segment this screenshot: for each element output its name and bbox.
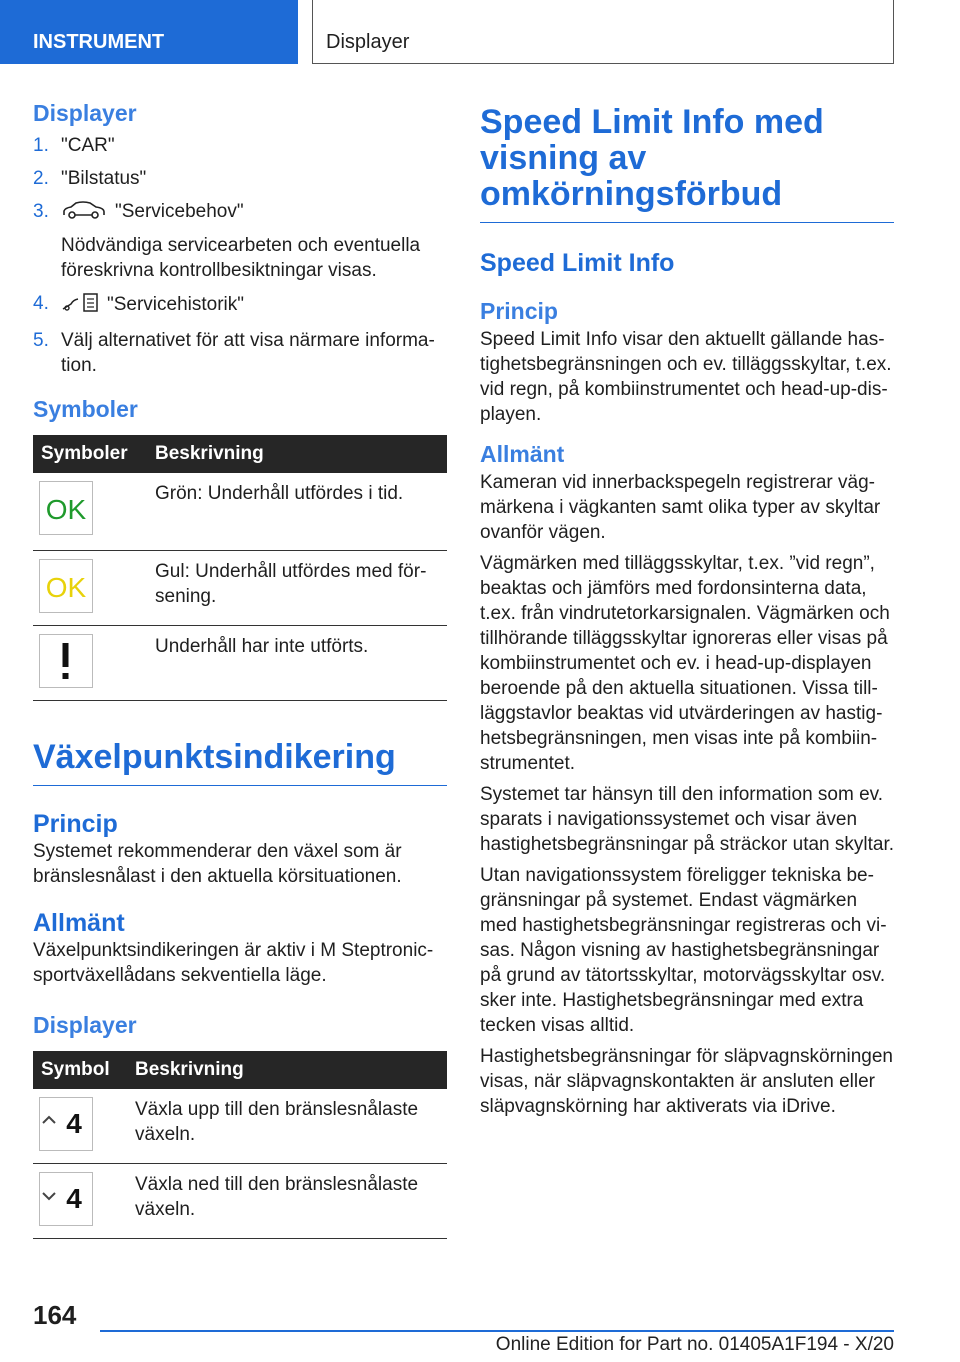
table-header-row bbox=[33, 435, 447, 473]
table-cell: Gul: Underhåll utfördes med för-sening. bbox=[147, 550, 447, 625]
sli-title: Speed Limit Info med visning av omkörningsförbud bbox=[480, 104, 894, 223]
table-row bbox=[33, 550, 447, 625]
column-header: Beskrivning bbox=[147, 435, 447, 473]
column-header: Beskrivning bbox=[127, 1051, 447, 1089]
list-item bbox=[33, 133, 447, 158]
steps-list bbox=[33, 133, 447, 378]
step-text: "Servicebehov" bbox=[115, 201, 244, 222]
right-princip-text: Speed Limit Info visar den aktuellt gällande has-tighetsbegränsningen och ev. tilläggsskyltar, t.ex. vid regn, på kombiinstrumentet och head-up-dis-playen. bbox=[480, 329, 892, 425]
vaxelpunkt-heading: Växelpunktsindikering bbox=[33, 739, 447, 786]
ok-yellow-icon bbox=[39, 559, 93, 613]
table-row bbox=[33, 473, 447, 550]
paragraph: Vägmärken med tilläggsskyltar, t.ex. ”vid regn”, beaktas och jämförs med fordonsinterna data, t.ex. från vindrutetorkarsignalen. Vägmärken och tillhörande tilläggsskyltar ignoreras eller visas på kombiinstrumentet och ev. i head-up-displayen beroende på den aktuella situationen. Vissa till-läggstavlor beaktas vid utvärderingen av hastig-hetsbegränsningen, men visas inte på kombiin-strumentet. bbox=[480, 553, 890, 774]
step-text: "CAR" bbox=[61, 135, 115, 156]
gear-up-icon bbox=[39, 1097, 93, 1151]
table-cell: Växla upp till den bränslesnålaste växeln. bbox=[127, 1089, 447, 1164]
displayer-heading: Displayer bbox=[33, 100, 137, 126]
table-row bbox=[33, 625, 447, 700]
step-text: "Bilstatus" bbox=[61, 168, 147, 189]
list-item bbox=[33, 166, 447, 191]
gear-down-icon bbox=[39, 1172, 93, 1226]
ok-green-icon bbox=[39, 481, 93, 535]
step-subtext: Nödvändiga servicearbeten och eventuella föreskrivna kontrollbesiktningar visas. bbox=[61, 235, 421, 281]
right-column bbox=[480, 104, 894, 1119]
car-icon bbox=[61, 200, 107, 227]
paragraph: Utan navigationssystem föreligger tekniska be-gränsningar på systemet. Endast vägmärken med hastighetsbegränsningar registreras och vi-sas. Någon visning av hastighetsbegränsningar på grund av tätortsskyltar, motorvägsskyltar osv. sker inte. Hastighetsbegränsningar med extra tecken visas alltid. bbox=[480, 865, 887, 1036]
table-row bbox=[33, 1164, 447, 1239]
footer-divider bbox=[100, 1330, 894, 1332]
list-item bbox=[33, 291, 447, 320]
edition-text: Online Edition for Part no. 01405A1F194 - X/20 bbox=[495, 1334, 894, 1355]
table-cell: Grön: Underhåll utfördes i tid. bbox=[147, 473, 447, 550]
allmant-heading: Allmänt bbox=[33, 908, 125, 937]
list-item bbox=[33, 199, 447, 283]
column-header: Symboler bbox=[33, 435, 147, 473]
gear-table bbox=[33, 1051, 447, 1240]
paragraph: Hastighetsbegränsningar för släpvagnskörningen visas, när släpvagnskontakten är ansluten eller släpvagnskörning har aktiverats via iDrive. bbox=[480, 1046, 893, 1117]
list-item bbox=[33, 328, 447, 378]
header-section-label: INSTRUMENT bbox=[33, 31, 165, 53]
step-number: 3. bbox=[33, 201, 49, 222]
table-cell: Växla ned till den bränslesnålaste växeln. bbox=[127, 1164, 447, 1239]
displayer2-heading: Displayer bbox=[33, 1011, 137, 1038]
table-header-row bbox=[33, 1051, 447, 1089]
step-text: Välj alternativet för att visa närmare informa-tion. bbox=[61, 330, 435, 376]
symbols-table bbox=[33, 435, 447, 701]
princip-text: Systemet rekommenderar den växel som är bränslesnålast i den aktuella körsituationen. bbox=[33, 840, 402, 887]
step-number: 2. bbox=[33, 168, 49, 189]
svg-text:OK: OK bbox=[45, 571, 87, 603]
exclamation-icon bbox=[39, 634, 93, 688]
page-number: 164 bbox=[33, 1300, 77, 1330]
svg-text:4: 4 bbox=[66, 1107, 82, 1139]
right-princip-heading: Princip bbox=[480, 298, 558, 324]
service-history-icon bbox=[61, 291, 99, 320]
table-row bbox=[33, 1089, 447, 1164]
header-section-tab bbox=[0, 0, 298, 64]
step-number: 5. bbox=[33, 330, 49, 351]
step-number: 1. bbox=[33, 135, 49, 156]
paragraph: Kameran vid innerbackspegeln registrerar väg-märkena i vägkanten samt olika typer av skyltar ovanför vägen. bbox=[480, 472, 881, 543]
header-page-label: Displayer bbox=[326, 31, 410, 53]
sli-heading: Speed Limit Info bbox=[480, 249, 675, 277]
step-number: 4. bbox=[33, 293, 49, 314]
svg-text:4: 4 bbox=[66, 1183, 82, 1214]
left-column bbox=[33, 100, 447, 1239]
table-cell: Underhåll har inte utförts. bbox=[147, 625, 447, 700]
column-header: Symbol bbox=[33, 1051, 127, 1089]
paragraph: Systemet tar hänsyn till den information som ev. sparats i navigationssystemet och visar även hastighetsbegränsningar på sträckor utan skyltar. bbox=[480, 784, 895, 855]
header-page-box bbox=[312, 0, 894, 64]
right-allmant-heading: Allmänt bbox=[480, 441, 565, 467]
symboler-heading: Symboler bbox=[33, 396, 138, 422]
princip-heading: Princip bbox=[33, 809, 118, 838]
svg-text:OK: OK bbox=[45, 494, 87, 525]
step-text: "Servicehistorik" bbox=[107, 294, 245, 315]
allmant-text: Växelpunktsindikeringen är aktiv i M Steptronic-sportväxellådans sekventiella läge. bbox=[33, 939, 434, 986]
